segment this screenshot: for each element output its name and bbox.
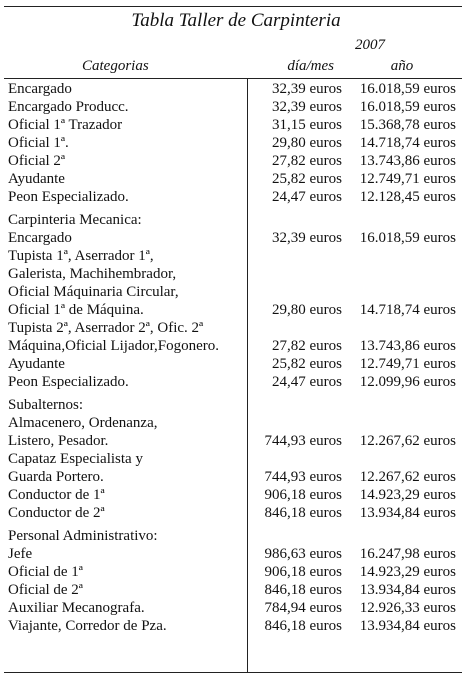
ano-cell [342, 283, 456, 301]
table-section [8, 527, 460, 635]
table-row [8, 337, 460, 355]
table-row [8, 617, 460, 635]
dia-mes-cell: 906,18 euros [264, 487, 342, 503]
category-cell: Auxiliar Mecanografa. [8, 600, 145, 616]
table-row [8, 301, 460, 319]
dia-mes-cell [250, 265, 342, 283]
table-row [8, 373, 460, 391]
table-row [8, 247, 460, 265]
category-cell: Oficial de 1ª [8, 564, 83, 580]
dia-mes-cell: 29,80 euros [272, 135, 342, 151]
category-cell: Subalternos: [8, 397, 83, 413]
table-row [8, 265, 460, 283]
dia-mes-cell: 27,82 euros [272, 338, 342, 354]
category-cell: Conductor de 2ª [8, 505, 105, 521]
ano-cell [342, 247, 456, 265]
table-row [8, 599, 460, 617]
table-row [8, 134, 460, 152]
dia-mes-cell: 27,82 euros [272, 153, 342, 169]
category-cell: Oficial de 2ª [8, 582, 83, 598]
dia-mes-cell: 784,94 euros [264, 600, 342, 616]
ano-cell [342, 396, 456, 414]
table-row [8, 355, 460, 373]
table-row [8, 80, 460, 98]
dia-mes-cell: 986,63 euros [264, 546, 342, 562]
category-cell: Máquina,Oficial Lijador,Fogonero. [8, 338, 220, 354]
ano-cell [342, 414, 456, 432]
dia-mes-cell: 25,82 euros [272, 356, 342, 372]
category-cell: Guarda Portero. [8, 469, 104, 485]
category-cell: Carpinteria Mecanica: [8, 212, 142, 228]
ano-cell: 12.128,45 euros [359, 189, 456, 205]
col-header-categorias: Categorias [82, 58, 149, 74]
table-row [8, 468, 460, 486]
category-cell: Encargado Producc. [8, 99, 129, 115]
dia-mes-cell: 744,93 euros [264, 433, 342, 449]
table-row [8, 563, 460, 581]
dia-mes-cell: 32,39 euros [272, 99, 342, 115]
ano-cell: 16.018,59 euros [359, 230, 456, 246]
ano-cell: 16.018,59 euros [359, 81, 456, 97]
category-cell: Ayudante [8, 356, 65, 372]
dia-mes-cell: 846,18 euros [264, 582, 342, 598]
table-row [8, 581, 460, 599]
category-cell: Viajante, Corredor de Pza. [8, 618, 167, 634]
category-cell: Encargado [8, 81, 72, 97]
dia-mes-cell: 32,39 euros [272, 81, 342, 97]
category-cell: Galerista, Machihembrador, [8, 266, 177, 282]
top-rule [4, 6, 462, 7]
table-section [8, 80, 460, 206]
table-row [8, 527, 460, 545]
ano-cell: 14.718,74 euros [359, 302, 456, 318]
category-cell: Oficial 1ª. [8, 135, 69, 151]
ano-cell: 12.099,96 euros [359, 374, 456, 390]
dia-mes-cell: 906,18 euros [264, 564, 342, 580]
dia-mes-cell [250, 450, 342, 468]
ano-cell: 13.934,84 euros [359, 618, 456, 634]
ano-cell: 12.926,33 euros [359, 600, 456, 616]
table-title: Tabla Taller de Carpinteria [131, 10, 341, 31]
table-section [8, 396, 460, 522]
category-cell: Oficial Máquinaria Circular, [8, 284, 179, 300]
ano-cell: 16.018,59 euros [359, 99, 456, 115]
ano-cell: 14.923,29 euros [359, 564, 456, 580]
category-cell: Ayudante [8, 171, 65, 187]
table-section [8, 211, 460, 391]
dia-mes-cell: 24,47 euros [272, 374, 342, 390]
dia-mes-cell: 24,47 euros [272, 189, 342, 205]
category-cell: Listero, Pesador. [8, 433, 109, 449]
ano-cell: 12.749,71 euros [359, 171, 456, 187]
ano-cell [342, 450, 456, 468]
category-cell: Jefe [8, 546, 33, 562]
table-row [8, 283, 460, 301]
ano-cell: 15.368,78 euros [359, 117, 456, 133]
ano-cell: 16.247,98 euros [359, 546, 456, 562]
category-cell: Personal Administrativo: [8, 528, 158, 544]
ano-cell: 12.267,62 euros [359, 469, 456, 485]
dia-mes-cell: 29,80 euros [272, 302, 342, 318]
col-header-dia-mes: día/mes [287, 58, 334, 74]
table-row [8, 414, 460, 432]
dia-mes-cell [250, 396, 342, 414]
dia-mes-cell [250, 414, 342, 432]
dia-mes-cell [250, 319, 342, 337]
category-cell: Almacenero, Ordenanza, [8, 415, 158, 431]
category-cell: Tupista 1ª, Aserrador 1ª, [8, 248, 154, 264]
ano-cell: 13.934,84 euros [359, 505, 456, 521]
table-row [8, 432, 460, 450]
ano-cell [342, 211, 456, 229]
table-row [8, 116, 460, 134]
ano-cell: 14.718,74 euros [359, 135, 456, 151]
category-cell: Conductor de 1ª [8, 487, 105, 503]
ano-cell: 13.743,86 euros [359, 338, 456, 354]
ano-cell: 12.749,71 euros [359, 356, 456, 372]
dia-mes-cell: 31,15 euros [272, 117, 342, 133]
dia-mes-cell [250, 211, 342, 229]
table-row [8, 504, 460, 522]
dia-mes-cell: 25,82 euros [272, 171, 342, 187]
dia-mes-cell [250, 247, 342, 265]
dia-mes-cell: 846,18 euros [264, 505, 342, 521]
table-row [8, 396, 460, 414]
bottom-rule [4, 672, 462, 673]
category-cell: Oficial 2ª [8, 153, 66, 169]
table-row [8, 229, 460, 247]
ano-cell [342, 527, 456, 545]
category-cell: Peon Especializado. [8, 189, 129, 205]
table-row [8, 211, 460, 229]
dia-mes-cell [250, 283, 342, 301]
dia-mes-cell: 744,93 euros [264, 469, 342, 485]
category-cell: Oficial 1ª Trazador [8, 117, 123, 133]
table-row [8, 152, 460, 170]
table-row [8, 545, 460, 563]
ano-cell: 14.923,29 euros [359, 487, 456, 503]
category-cell: Encargado [8, 230, 72, 246]
category-cell: Capataz Especialista y [8, 451, 143, 467]
category-cell: Peon Especializado. [8, 374, 129, 390]
dia-mes-cell: 32,39 euros [272, 230, 342, 246]
ano-cell [342, 265, 456, 283]
table-row [8, 170, 460, 188]
ano-cell [342, 319, 456, 337]
dia-mes-cell [250, 527, 342, 545]
table-row [8, 188, 460, 206]
table-row [8, 98, 460, 116]
table-row [8, 486, 460, 504]
table-body [8, 80, 460, 635]
ano-cell: 13.934,84 euros [359, 582, 456, 598]
ano-cell: 12.267,62 euros [359, 433, 456, 449]
category-cell: Oficial 1ª de Máquina. [8, 302, 144, 318]
col-header-ano: año [390, 58, 414, 74]
dia-mes-cell: 846,18 euros [264, 618, 342, 634]
category-cell: Tupista 2ª, Aserrador 2ª, Ofic. 2ª [8, 320, 204, 336]
year-header: 2007 [355, 37, 385, 53]
ano-cell: 13.743,86 euros [359, 153, 456, 169]
table-row [8, 450, 460, 468]
table-row [8, 319, 460, 337]
header-rule [4, 78, 462, 79]
